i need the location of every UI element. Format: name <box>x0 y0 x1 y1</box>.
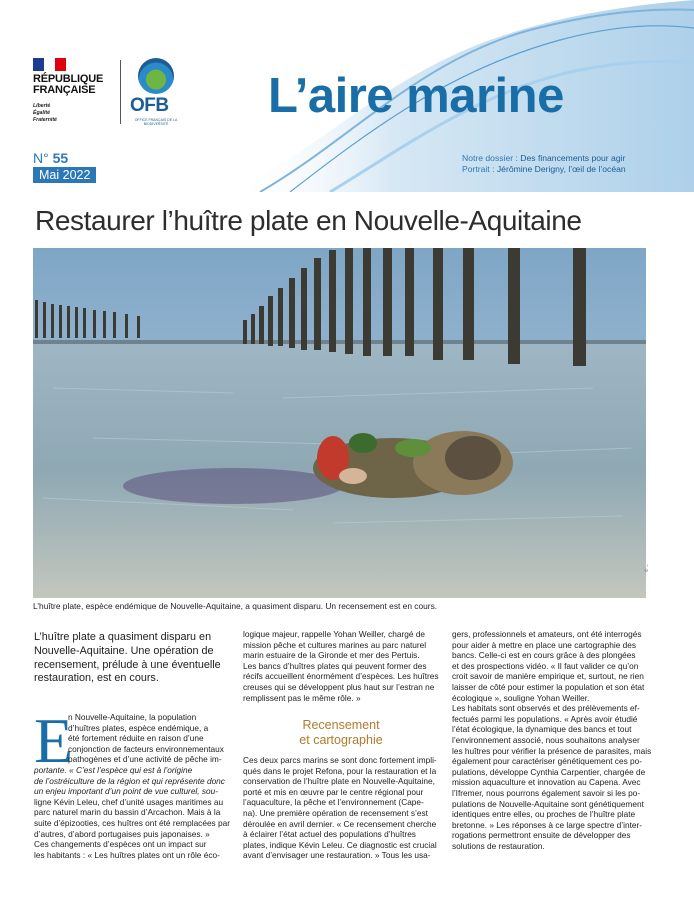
text-line: déroulée en avril dernier. « Ce recensement cherche <box>243 818 437 829</box>
text-line: croit savoir de manière empirique et, surtout, ne rien <box>452 671 644 682</box>
text-line: conservation de l’huître plate en Nouvelle-Aquitaine, <box>243 776 435 787</box>
text-line: l’aquaculture, la pêche et l’environnement (Cape- <box>243 797 424 808</box>
republique-motto: Liberté Égalité Fraternité <box>33 103 57 123</box>
text-line: d’huîtres plates, espèce endémique, a <box>68 722 209 733</box>
issue-date: Mai 2022 <box>33 167 96 183</box>
text-line: pulations de Nouvelle-Aquitaine sont génétiquement <box>452 798 644 809</box>
article-column-3 <box>452 629 652 851</box>
text-line: bancs. Celle-ci est en cours grâce à des plongées <box>452 650 636 661</box>
article-column-2 <box>243 629 439 703</box>
text-line: à éclairer l’état actuel des populations d’huîtres <box>243 829 416 840</box>
ofb-globe-icon <box>138 58 174 94</box>
text-line: conjonction de facteurs environnementaux <box>68 743 224 754</box>
text-line: l’état écologique, la dynamique des bancs et tout <box>452 724 632 735</box>
text-line: un enjeu important d’un point de vue culturel, sou- <box>34 786 219 797</box>
text-line: portante. « C’est l’espèce qui est à l’origine <box>34 764 193 775</box>
text-line: rogations permettront ensuite de développer des <box>452 830 631 841</box>
french-flag-icon <box>33 58 67 71</box>
text-line: mission pêche et cultures marines au parc naturel <box>243 639 427 650</box>
text-line: l’environnement associé, nous souhaitons analyser <box>452 734 640 745</box>
text-line: solutions de restauration. <box>452 840 545 851</box>
text-line: porté et mis en œuvre par le centre régional pour <box>243 786 424 797</box>
text-line: ligne Kévin Leleu, chef d’unité usages maritimes au <box>34 796 224 807</box>
text-line: bretonne. » Les réponses à ce large spectre d’inter- <box>452 819 643 830</box>
text-line: remplissent pas le même rôle. » <box>243 692 361 703</box>
photo-caption: L’huître plate, espèce endémique de Nouvelle-Aquitaine, a quasiment disparu. Un recensement est en cours. <box>33 601 438 611</box>
issue-prefix: N° <box>33 150 49 166</box>
article-headline: Restaurer l’huître plate en Nouvelle-Aquitaine <box>35 205 582 236</box>
text-line: d’autres, d’abord portugaises puis japonaises. » <box>34 828 210 839</box>
teaser-dossier <box>462 153 626 164</box>
text-line: été fortement réduite en raison d’une <box>68 733 204 744</box>
column-2-top <box>243 629 439 703</box>
text-line: pour aider à mettre en place une cartographie des <box>452 639 637 650</box>
text-line: Ces changements d’espèces ont un impact sur <box>34 839 207 850</box>
text-line: marin estuaire de la Gironde et mer des Pertuis. <box>243 650 420 661</box>
text-line: écologique », souligne Yohan Weiller. <box>452 692 590 703</box>
article-column-1 <box>34 712 234 860</box>
text-line: Les bancs d’huîtres plates qui peuvent former des <box>243 660 427 671</box>
article-column-2-continued <box>243 755 439 861</box>
text-line: suite d’épizooties, ces huîtres ont été remplacées par <box>34 817 231 828</box>
drop-cap: E <box>34 705 74 776</box>
issue-number <box>33 150 68 166</box>
text-line: n Nouvelle-Aquitaine, la population <box>68 712 197 722</box>
text-line: na). Une première opération de recensement s’est <box>243 807 428 818</box>
cover-teasers <box>462 153 626 174</box>
subheading-line: et cartographie <box>299 733 383 747</box>
logo-divider <box>120 60 121 124</box>
text-line: fectués parmi les populations. « Après avoir étudié <box>452 713 638 724</box>
text-line: et des prospections vidéo. « Il faut valider ce qu’on <box>452 660 639 671</box>
text-line: pathogènes et d’une activité de pêche im- <box>68 754 222 765</box>
oyster-photo <box>33 248 646 598</box>
section-subheading <box>243 718 439 748</box>
republique-name: RÉPUBLIQUE FRANÇAISE <box>33 73 104 96</box>
magazine-title: L’aire marine <box>268 69 564 123</box>
teaser-label: Portrait : <box>462 163 497 174</box>
text-line: les habitants : « Les huîtres plates ont un rôle éco- <box>34 849 220 860</box>
text-line: plates, indique Kévin Leleu. Ce diagnostic est crucial <box>243 839 437 850</box>
text-line: gers, professionnels et amateurs, ont été interrogés <box>452 629 642 639</box>
subheading-line: Recensement <box>302 718 380 732</box>
teaser-label: Notre dossier : <box>462 153 521 163</box>
text-line: avant d’envisager une restauration. » Tous les usa- <box>243 850 431 861</box>
teaser-value: Jérômine Derigny, l’œil de l’océan <box>496 163 626 174</box>
teaser-portrait <box>462 164 626 175</box>
issue-value: 55 <box>52 150 69 166</box>
text-line: parc naturel marin du bassin d’Arcachon. Mais à la <box>34 807 221 818</box>
text-line: Ces deux parcs marins se sont donc fortement impli- <box>243 755 437 765</box>
text-line: qués dans le projet Refona, pour la restauration et la <box>243 765 437 776</box>
ofb-logo <box>130 58 185 128</box>
text-line: logique majeur, rappelle Yohan Weiller, chargé de <box>243 629 426 639</box>
article-intro: L’huître plate a quasiment disparu en Nouvelle-Aquitaine. Une opération de recensement, prélude à une éventuelle restauration, est en cours. <box>34 631 221 685</box>
text-line: également pour caractériser génétiquement ces po- <box>452 756 643 767</box>
photo-credit: © ... <box>644 563 649 572</box>
text-line: pulations, développe Cynthia Carpentier, chargée de <box>452 766 646 777</box>
text-line: identiques entre elles, ou proches de l’huître plate <box>452 809 636 820</box>
ofb-wordmark: OFB <box>130 95 169 116</box>
text-line: creuses qui se développent plus haut sur l’estran ne <box>243 681 435 692</box>
text-line: Les habitats sont observés et des prélèvements ef- <box>452 703 640 714</box>
text-line: laisser de côté pour estimer la population et son état <box>452 681 645 692</box>
text-line: récifs accueillent énormément d’espèces. Les huîtres <box>243 671 439 682</box>
text-line: l’Ifremer, nous pourrons également savoir si les po- <box>452 787 641 798</box>
text-line: de l’ostréiculture de la région et qui représente donc <box>34 775 225 786</box>
text-line: les huîtres pour vérifier la présence de parasites, mais <box>452 745 652 756</box>
ofb-subtitle: OFFICE FRANÇAIS DE LA BIODIVERSITÉ <box>134 118 178 126</box>
teaser-value: Des financements pour agir <box>520 153 626 163</box>
text-line: mission aquaculture et innovation au Capena. Avec <box>452 777 641 788</box>
